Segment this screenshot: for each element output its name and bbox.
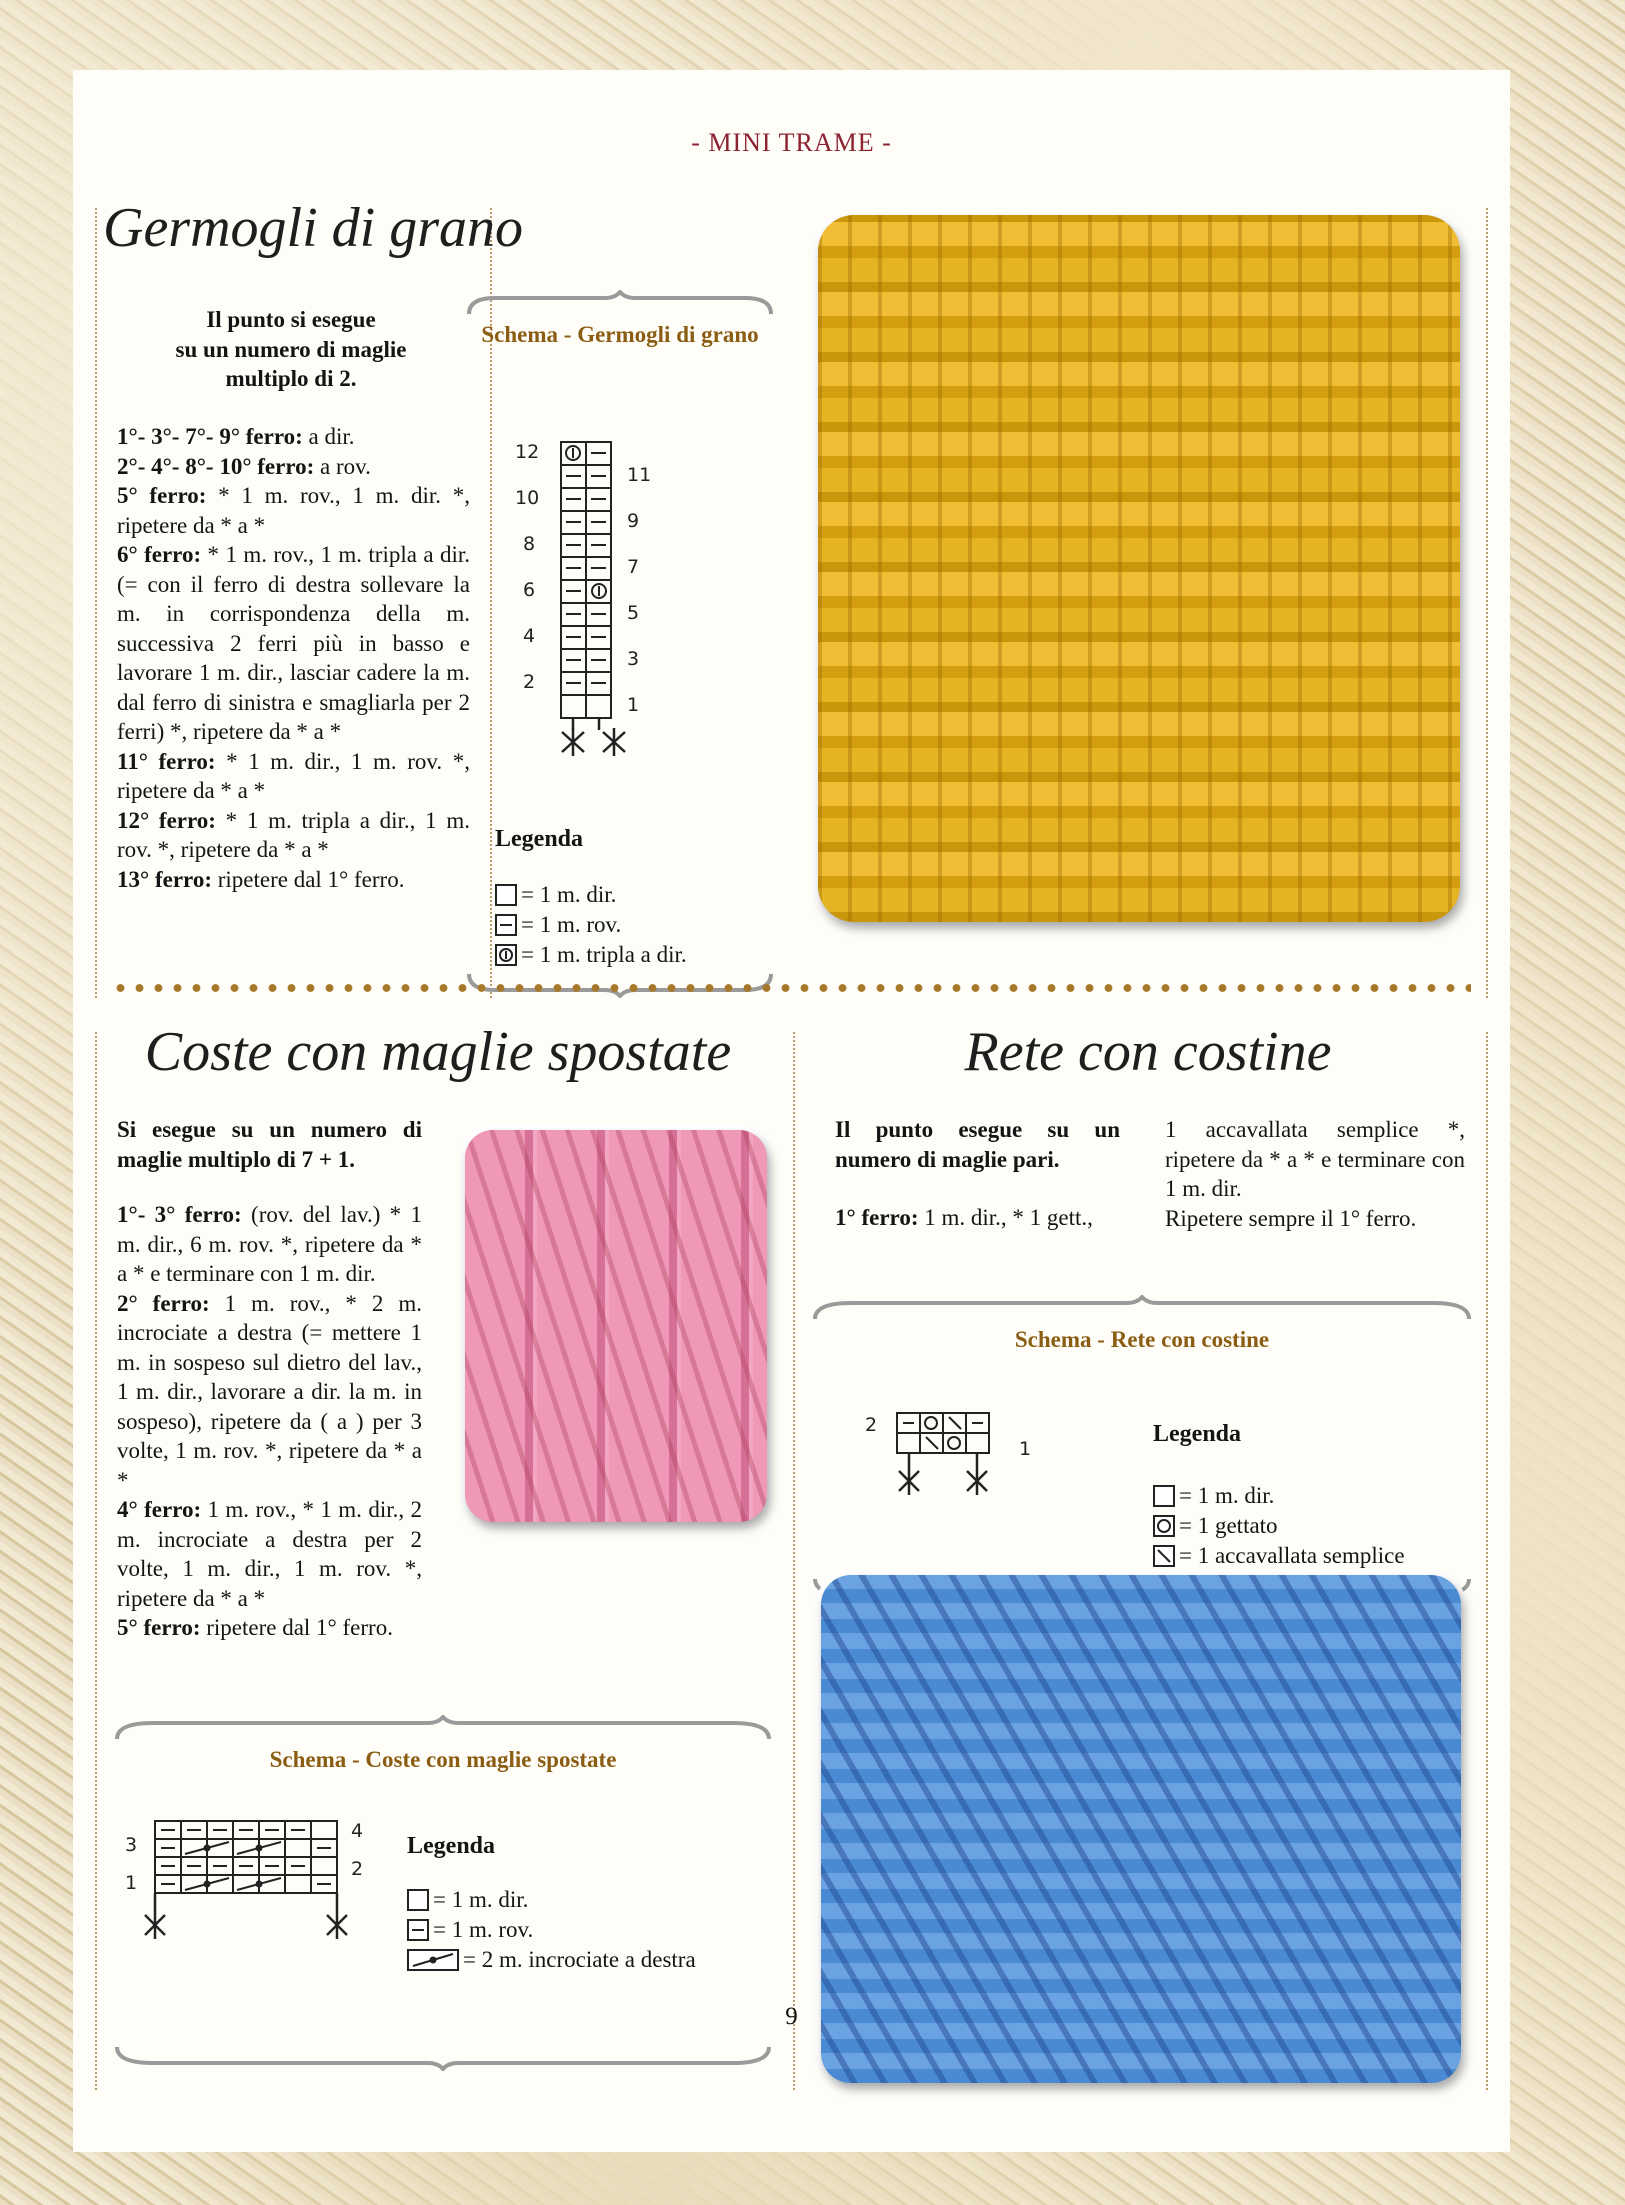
bracket-top <box>113 1715 773 1741</box>
schema-title: Schema - Germogli di grano <box>481 322 759 347</box>
step: 1°- 3°- 7°- 9° ferro: a dir. <box>117 424 355 449</box>
knit-symbol <box>407 1889 429 1911</box>
step: 1° ferro: 1 m. dir., * 1 gett., <box>835 1205 1093 1230</box>
germogli-intro <box>101 305 481 394</box>
row-label: 8 <box>523 533 536 555</box>
row-label: 4 <box>523 625 536 647</box>
intro-line: su un numero di maglie <box>175 336 407 362</box>
chart-rete <box>861 1407 1061 1517</box>
title-rete: Rete con costine <box>964 1021 1332 1083</box>
row-label: 12 <box>515 441 540 463</box>
schema-title: Schema - Coste con maglie spostate <box>269 1747 617 1772</box>
legend-item: = 1 m. dir. <box>407 1887 528 1913</box>
photo-coste-swatch <box>465 1130 767 1522</box>
rete-text: 1 accavallata semplice *, ripetere da * a * e terminare con 1 m. dir. <box>1165 1117 1465 1201</box>
schema-germogli <box>465 290 775 1000</box>
legend-title: Legenda <box>1153 1421 1242 1447</box>
germogli-instructions <box>117 422 470 894</box>
step: 1°- 3° ferro: (rov. del lav.) * 1 m. dir., 6 m. rov. *, ripetere da * a * e terminare con 1 m. dir. <box>117 1202 422 1286</box>
row-label: 6 <box>523 579 536 601</box>
step: 13° ferro: ripetere dal 1° ferro. <box>117 866 405 892</box>
step: 5° ferro: * 1 m. rov., 1 m. dir. *, ripetere da * a * <box>117 483 470 538</box>
yarn-over-symbol <box>1153 1515 1175 1537</box>
edge-markers <box>558 720 668 760</box>
legend-title: Legenda <box>495 826 584 852</box>
row-label: 11 <box>627 464 652 486</box>
row-label: 2 <box>351 1858 364 1880</box>
divider-left-bottom <box>95 1032 97 2090</box>
legend-item: = 2 m. incrociate a destra <box>407 1947 696 1973</box>
row-label: 3 <box>627 648 640 670</box>
rete-col1 <box>835 1115 1120 1233</box>
purl-symbol <box>407 1919 429 1941</box>
divider-left <box>95 208 97 998</box>
chart-coste <box>113 1815 373 1965</box>
step: 2° ferro: 1 m. rov., * 2 m. incrociate a destra (= mettere 1 m. in sospeso sul dietro del lav., 1 m. dir., lavorare a dir. la m. in sospeso), ripetere da ( a ) per 3 volte, 1 m. rov. *, ripetere da * a * <box>117 1290 422 1493</box>
intro-line: multiplo di 2. <box>225 366 357 391</box>
chart-germogli <box>515 438 655 734</box>
step: 12° ferro: * 1 m. tripla a dir., 1 m. rov. *, ripetere da * a * <box>117 807 470 862</box>
schema-rete <box>811 1295 1473 1615</box>
row-label: 1 <box>627 694 640 716</box>
coste-intro: Si esegue su un numero di maglie multiplo di 7 + 1. <box>117 1117 422 1172</box>
rete-text: Ripetere sempre il 1° ferro. <box>1165 1205 1417 1231</box>
step: 2°- 4°- 8°- 10° ferro: a rov. <box>117 453 371 479</box>
bracket-bottom <box>113 2045 773 2071</box>
schema-title: Schema - Rete con costine <box>1014 1327 1270 1352</box>
row-label: 2 <box>523 671 536 693</box>
divider-right <box>1486 208 1488 998</box>
legend-title: Legenda <box>407 1833 496 1859</box>
knit-symbol <box>1153 1485 1175 1507</box>
legend-item: = 1 m. rov. <box>407 1917 533 1943</box>
cross-right-symbol <box>407 1949 459 1971</box>
bracket-top <box>465 290 775 316</box>
row-label: 10 <box>515 487 540 509</box>
knit-symbol <box>495 884 517 906</box>
section-separator <box>111 983 1471 993</box>
row-label: 2 <box>865 1414 878 1436</box>
legend-item: = 1 m. tripla a dir. <box>495 942 687 968</box>
legend-item: = 1 m. dir. <box>495 882 616 908</box>
triple-knit-symbol <box>495 944 517 966</box>
divider-right-bottom <box>1486 1032 1488 2090</box>
title-coste: Coste con maglie spostate <box>144 1021 732 1083</box>
title-germogli: Germogli di grano <box>103 197 523 259</box>
intro-line: Il punto si esegue <box>206 307 376 332</box>
step: 6° ferro: * 1 m. rov., 1 m. tripla a dir. (= con il ferro di destra sollevare la m. in corrispondenza della m. successiva 2 ferri più in basso e lavorare 1 m. dir., lasciar cadere la m. dal ferro di sinistra e smagliarla per 2 ferri) *, ripetere da * a * <box>117 542 470 744</box>
row-label: 5 <box>627 602 640 624</box>
slip-decrease-symbol <box>1153 1545 1175 1567</box>
rete-col2 <box>1165 1115 1465 1233</box>
row-label: 9 <box>627 510 640 532</box>
legend-item: = 1 m. rov. <box>495 912 621 938</box>
step: 4° ferro: 1 m. rov., * 1 m. dir., 2 m. incrociate a destra per 2 volte, 1 m. dir., 1 m. rov. *, ripetere da * a * <box>117 1497 422 1611</box>
legend-item: = 1 m. dir. <box>1153 1483 1274 1509</box>
divider-center-bottom <box>793 1032 795 2090</box>
row-label: 7 <box>627 556 640 578</box>
step: 5° ferro: ripetere dal 1° ferro. <box>117 1615 393 1640</box>
page <box>73 70 1510 2152</box>
section-header: - MINI TRAME - <box>691 128 892 157</box>
legend-item: = 1 gettato <box>1153 1513 1278 1539</box>
step: 11° ferro: * 1 m. dir., 1 m. rov. *, ripetere da * a * <box>117 748 470 803</box>
legend-item: = 1 accavallata semplice <box>1153 1543 1405 1569</box>
row-label: 1 <box>125 1872 138 1894</box>
row-label: 1 <box>1019 1438 1032 1460</box>
page-number: 9 <box>785 2003 798 2030</box>
row-label: 4 <box>351 1820 364 1842</box>
bracket-top <box>811 1295 1473 1321</box>
photo-germogli-swatch <box>818 215 1460 922</box>
rete-intro: Il punto esegue su un numero di maglie pari. <box>835 1117 1120 1172</box>
row-label: 3 <box>125 1834 138 1856</box>
coste-instructions <box>117 1200 422 1643</box>
purl-symbol <box>495 914 517 936</box>
